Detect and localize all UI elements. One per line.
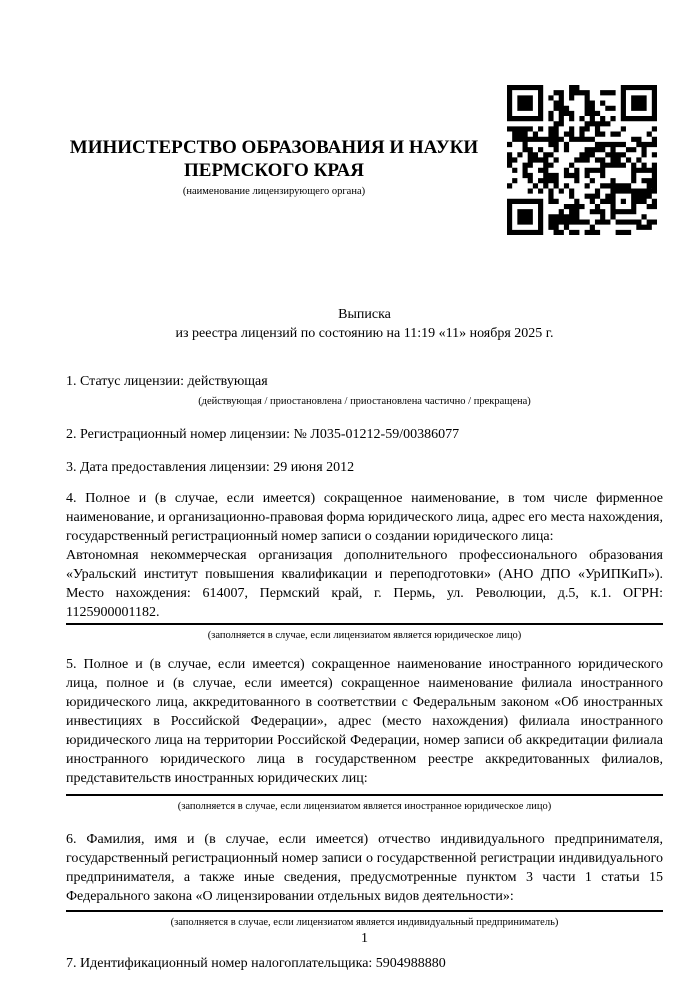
legal-entity-value: Автономная некоммерческая организация дополнительного профессионального образования «Уральский институт повышения квалификации и переподготовки» (АНО ДПО «УрИПКиП»). Место нахождения: 614007, Пермский край, г. Пермь, ул. Революции, д.5, к.1. ОГРН: 1125900001182. bbox=[66, 546, 663, 625]
qr-code-icon bbox=[507, 85, 657, 235]
ministry-caption: (наименование лицензирующего органа) bbox=[182, 186, 366, 197]
item-license-status bbox=[66, 372, 663, 409]
item-grant-date: 3. Дата предоставления лицензии: 29 июня 2012 bbox=[66, 460, 355, 475]
ministry-name-line1: МИНИСТЕРСТВО ОБРАЗОВАНИЯ И НАУКИ bbox=[69, 137, 479, 158]
entrepreneur-note: (заполняется в случае, если лицензиатом является индивидуальный предприниматель) bbox=[170, 917, 559, 928]
ministry-name-line2: ПЕРМСКОГО КРАЯ bbox=[184, 160, 364, 181]
license-status-note: (действующая / приостановлена / приостановлена частично / прекращена) bbox=[198, 396, 531, 407]
foreign-entity-description: 5. Полное и (в случае, если имеется) сокращенное наименование иностранного юридического лица, полное и (в случае, если имеется) сокращенное наименование филиала иностранного юридического лица, аккредитованного в соответствии с Федеральным законом «Об иностранных инвестициях в Российской Федерации», адрес (место нахождения) филиала иностранного юридического лица на территории Российской Федерации, номер записи об аккредитации филиала иностранного юридического лица в государственном реестре аккредитованных филиалов, представительств иностранных юридических лиц: bbox=[66, 657, 663, 786]
blank-fill-line bbox=[66, 906, 663, 912]
license-status-text: 1. Статус лицензии: действующая bbox=[66, 374, 268, 389]
qr-code-svg bbox=[507, 85, 657, 235]
item-entrepreneur bbox=[66, 830, 663, 930]
document-title bbox=[66, 305, 663, 343]
document-title-line1: Выписка bbox=[338, 307, 391, 322]
document-body bbox=[66, 365, 663, 973]
item-registration-number: 2. Регистрационный номер лицензии: № Л035-01212-59/00386077 bbox=[66, 427, 460, 442]
entrepreneur-description: 6. Фамилия, имя и (в случае, если имеется) отчество индивидуального предпринимателя, государственный регистрационный номер записи о государственной регистрации индивидуального предпринимателя, а также иные сведения, предусмотренные пунктом 3 части 1 статьи 15 Федерального закона «О лицензировании отдельных видов деятельности»: bbox=[66, 832, 663, 904]
licensing-authority-header bbox=[66, 136, 482, 199]
blank-fill-line bbox=[66, 788, 663, 796]
foreign-entity-note: (заполняется в случае, если лицензиатом является иностранное юридическое лицо) bbox=[177, 801, 552, 812]
document-title-line2: из реестра лицензий по состоянию на 11:19 «11» ноября 2025 г. bbox=[175, 326, 554, 341]
item-foreign-entity bbox=[66, 655, 663, 814]
legal-entity-note: (заполняется в случае, если лицензиатом является юридическое лицо) bbox=[207, 630, 522, 641]
legal-entity-description: 4. Полное и (в случае, если имеется) сокращенное наименование, в том числе фирменное наименование, и организационно-правовая форма юридического лица, адрес его места нахождения, государственный регистрационный номер записи о создании юридического лица: bbox=[66, 491, 663, 544]
item-legal-entity bbox=[66, 489, 663, 643]
page-number: 1 bbox=[361, 931, 368, 946]
item-taxpayer-number: 7. Идентификационный номер налогоплательщика: 5904988880 bbox=[66, 956, 446, 971]
